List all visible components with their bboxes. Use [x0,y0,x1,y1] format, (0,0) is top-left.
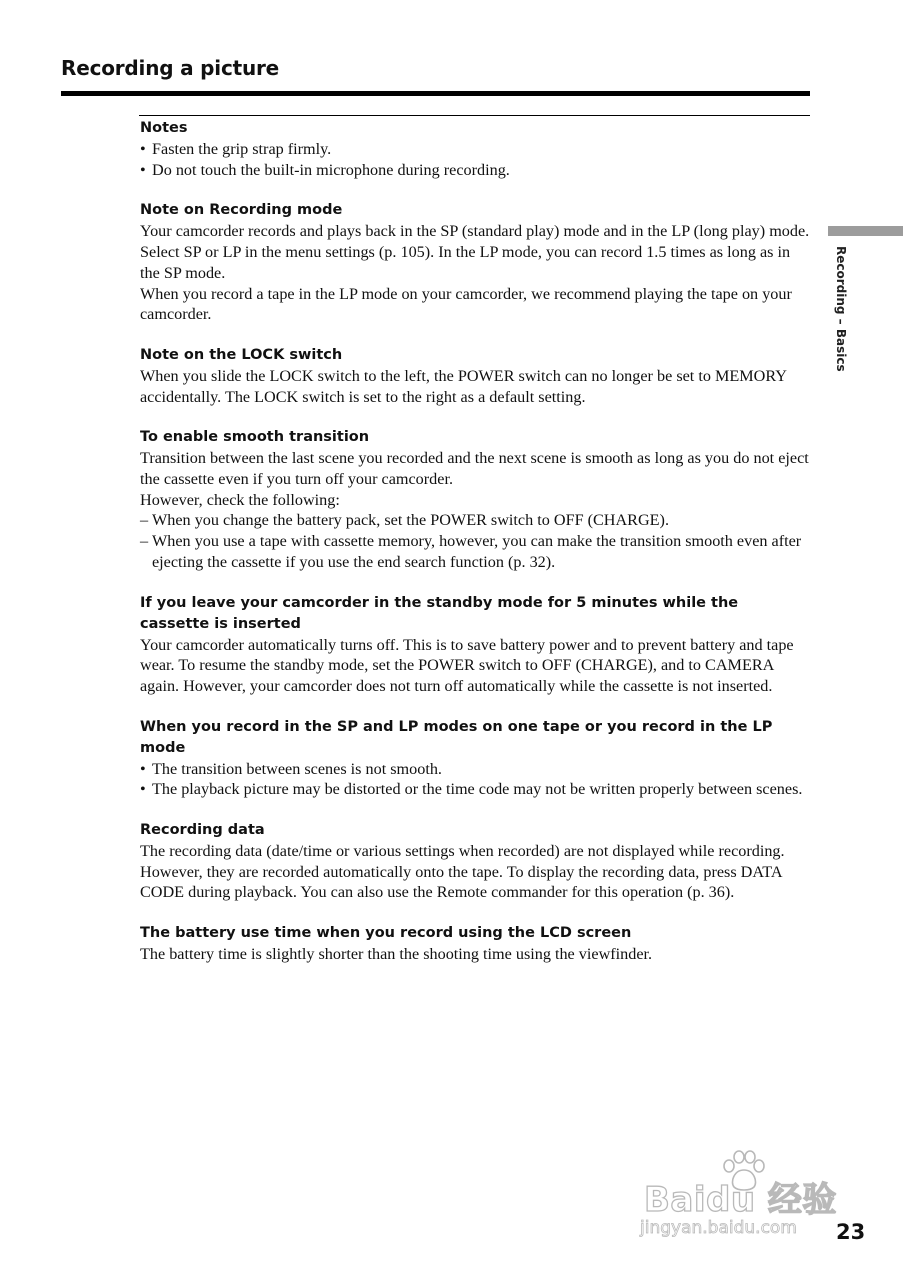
main-content [140,118,812,985]
standby-section [140,593,812,697]
paragraph: Transition between the last scene you recorded and the next scene is smooth as long as you do not eject the cassette even if you turn off your camcorder. [140,449,809,489]
recording-data-heading: Recording data [140,822,265,839]
recording-data-section [140,820,812,903]
dash-icon: – [140,532,149,551]
bullet-icon: • [140,780,146,799]
list-item: • Fasten the grip strap firmly. [140,140,332,158]
list-item: • The playback picture may be distorted or the time code may not be written properly between scenes. [140,780,803,799]
paragraph: However, check the following: [140,490,340,509]
smooth-transition-section [140,427,812,572]
page-number: 23 [836,1220,866,1244]
transition-list [140,510,812,572]
notes-list [140,139,812,180]
sp-lp-list [140,759,812,800]
list-item: • Do not touch the built-in microphone during recording. [140,160,510,179]
paragraph: The recording data (date/time or various settings when recorded) are not displayed while recording. However, they are recorded automatically onto the tape. To display the recording data, press DATA CODE during playback. You can also use the Remote commander for this operation (p. 36). [140,842,785,902]
notes-section [140,118,812,180]
sp-lp-heading: When you record in the SP and LP modes on one tape or you record in the LP mode [140,718,773,756]
paragraph: When you record a tape in the LP mode on your camcorder, we recommend playing the tape on your camcorder. [140,284,792,324]
chapter-tab [828,226,903,236]
battery-section [140,923,812,965]
paragraph: Your camcorder automatically turns off. This is to save battery power and to prevent battery and tape wear. To resume the standby mode, set the POWER switch to OFF (CHARGE), and to CAMERA again. However, your camcorder does not turn off automatically while the cassette is not inserted. [140,635,794,695]
section-rule [139,115,810,116]
watermark-url: jingyan.baidu.com [640,1218,797,1238]
list-item: • The transition between scenes is not smooth. [140,759,442,778]
paragraph: The battery time is slightly shorter than the shooting time using the viewfinder. [140,945,653,964]
watermark [638,1150,843,1250]
paragraph: Your camcorder records and plays back in the SP (standard play) mode and in the LP (long play) mode. Select SP or LP in the menu settings (p. 105). In the LP mode, you can record 1.5 times as long as in the SP mode. [140,222,810,282]
sp-lp-section [140,717,812,800]
lock-switch-heading: Note on the LOCK switch [140,346,343,363]
smooth-transition-heading: To enable smooth transition [140,429,370,446]
battery-heading: The battery use time when you record using the LCD screen [140,925,632,942]
lock-switch-section [140,345,812,407]
dash-icon: – [140,511,149,530]
title-rule [61,91,810,96]
list-item: – When you change the battery pack, set the POWER switch to OFF (CHARGE). [140,511,669,530]
page-title: Recording a picture [61,56,280,80]
chapter-label: Recording – Basics [834,246,848,372]
recording-mode-heading: Note on Recording mode [140,202,343,219]
standby-heading: If you leave your camcorder in the standby mode for 5 minutes while the cassette is inserted [140,594,739,632]
bullet-icon: • [140,759,146,778]
paragraph: When you slide the LOCK switch to the left, the POWER switch can no longer be set to MEMORY accidentally. The LOCK switch is set to the right as a default setting. [140,366,787,406]
notes-heading: Notes [140,120,188,136]
watermark-text: Baidu 经验 [644,1180,837,1220]
bullet-icon: • [140,140,146,158]
list-item: – When you use a tape with cassette memory, however, you can make the transition smooth even after ejecting the cassette if you use the end search function (p. 32). [140,532,802,571]
bullet-icon: • [140,160,146,179]
recording-mode-section [140,200,812,325]
